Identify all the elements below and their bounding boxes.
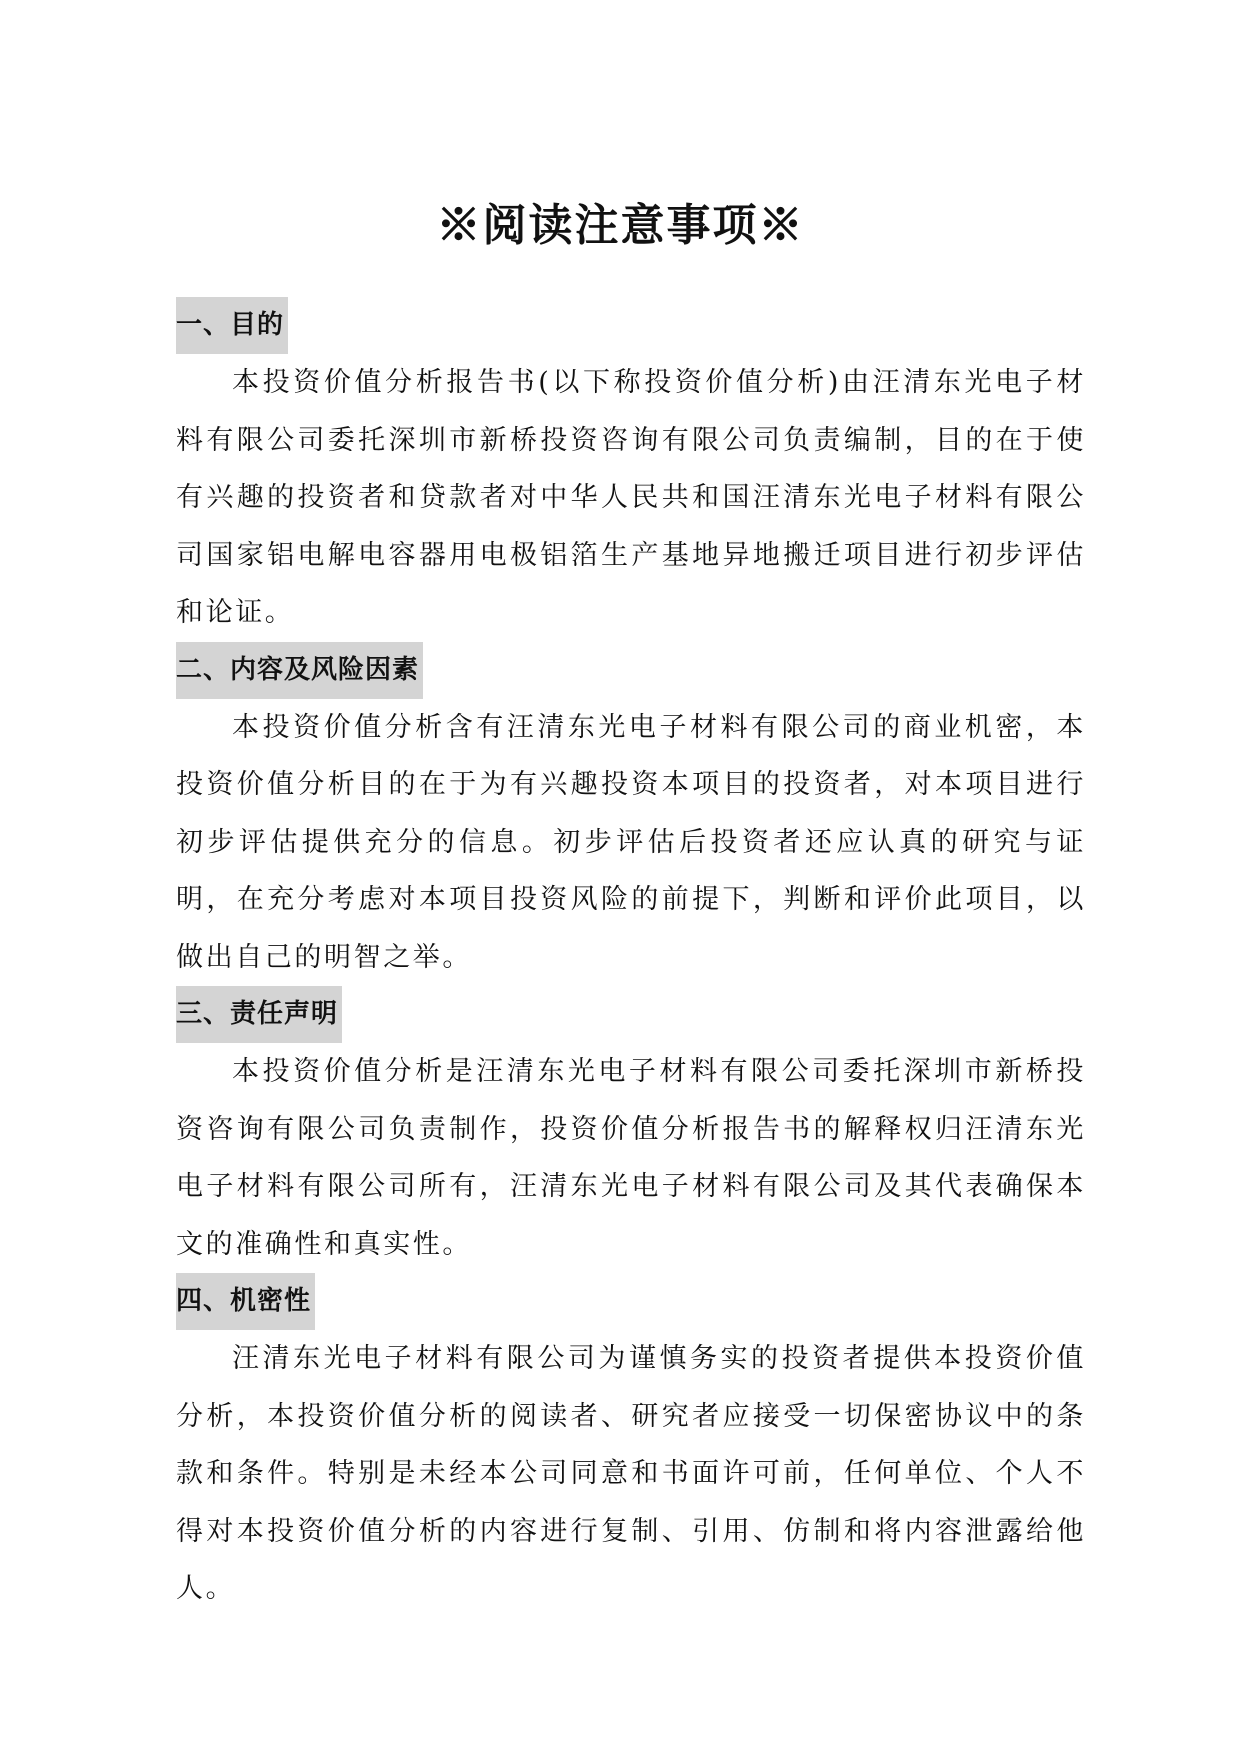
section-body: 本投资价值分析报告书(以下称投资价值分析)由汪清东光电子材料有限公司委托深圳市新桥投资咨询有限公司负责编制，目的在于使有兴趣的投资者和贷款者对中华人民共和国汪清东光电子材料有限公司国家铝电解电容器用电极铝箔生产基地异地搬迁项目进行初步评估和论证。 <box>176 367 1086 628</box>
section-liability-statement <box>176 986 1086 1273</box>
section-content-and-risks <box>176 642 1086 987</box>
document-content <box>176 297 1086 1618</box>
section-purpose <box>176 297 1086 642</box>
document-title: ※阅读注意事项※ <box>436 200 805 251</box>
section-heading: 三、责任声明 <box>176 986 342 1043</box>
section-confidentiality <box>176 1273 1086 1618</box>
section-body: 本投资价值分析是汪清东光电子材料有限公司委托深圳市新桥投资咨询有限公司负责制作，投资价值分析报告书的解释权归汪清东光电子材料有限公司所有，汪清东光电子材料有限公司及其代表确保本文的准确性和真实性。 <box>176 1056 1086 1260</box>
section-body: 汪清东光电子材料有限公司为谨慎务实的投资者提供本投资价值分析，本投资价值分析的阅读者、研究者应接受一切保密协议中的条款和条件。特别是未经本公司同意和书面许可前，任何单位、个人不得对本投资价值分析的内容进行复制、引用、仿制和将内容泄露给他人。 <box>176 1343 1086 1604</box>
section-heading: 一、目的 <box>176 297 288 354</box>
section-heading: 二、内容及风险因素 <box>176 642 423 699</box>
section-body: 本投资价值分析含有汪清东光电子材料有限公司的商业机密，本投资价值分析目的在于为有兴趣投资本项目的投资者，对本项目进行初步评估提供充分的信息。初步评估后投资者还应认真的研究与证明，在充分考虑对本项目投资风险的前提下，判断和评价此项目，以做出自己的明智之举。 <box>176 711 1086 973</box>
section-heading: 四、机密性 <box>176 1273 315 1330</box>
